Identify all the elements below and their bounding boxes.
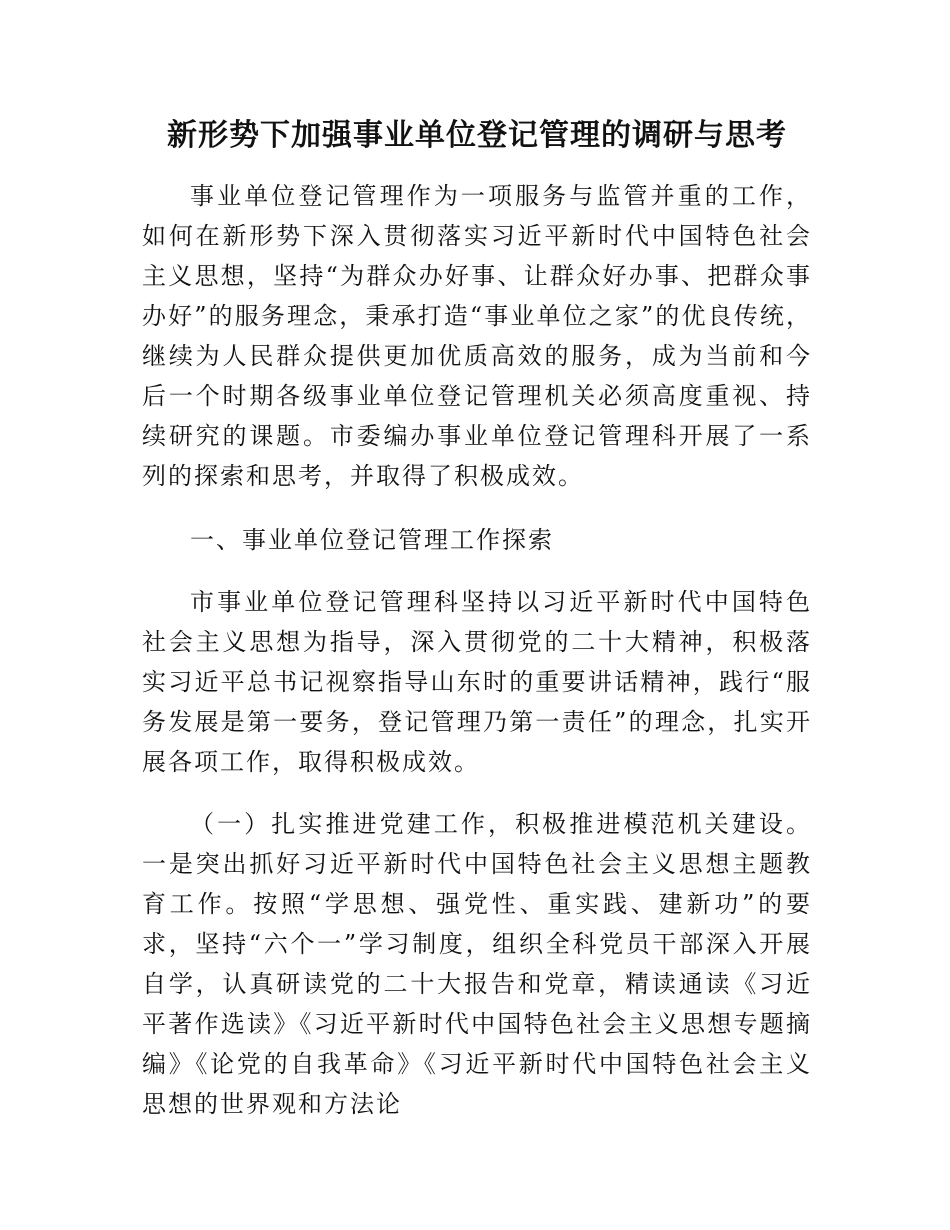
body-paragraph: 市事业单位登记管理科坚持以习近平新时代中国特色社会主义思想为指导，深入贯彻党的二十大精神，积极落实习近平总书记视察指导山东时的重要讲话精神，践行“服务发展是第一要务，登记管理乃第一责任”的理念，扎实开展各项工作，取得积极成效。: [142, 588, 812, 776]
document-title: 新形势下加强事业单位登记管理的调研与思考: [167, 118, 787, 153]
section-heading: 一、事业单位登记管理工作探索: [190, 526, 554, 554]
body-paragraph: （一）扎实推进党建工作，积极推进模范机关建设。一是突出抓好习近平新时代中国特色社会主义思想主题教育工作。按照“学思想、强党性、重实践、建新功”的要求，坚持“六个一”学习制度，组织全科党员干部深入开展自学，认真研读党的二十大报告和党章，精读通读《习近平著作选读》《习近平新时代中国特色社会主义思想专题摘编》《论党的自我革命》《习近平新时代中国特色社会主义思想的世界观和方法论: [142, 810, 812, 1118]
intro-paragraph: 事业单位登记管理作为一项服务与监管并重的工作，如何在新形势下深入贯彻落实习近平新时代中国特色社会主义思想，坚持“为群众办好事、让群众好办事、把群众事办好”的服务理念，秉承打造“事业单位之家”的优良传统，继续为人民群众提供更加优质高效的服务，成为当前和今后一个时期各级事业单位登记管理机关必须高度重视、持续研究的课题。市委编办事业单位登记管理科开展了一系列的探索和思考，并取得了积极成效。: [142, 182, 812, 490]
document-page: [142, 110, 812, 1124]
